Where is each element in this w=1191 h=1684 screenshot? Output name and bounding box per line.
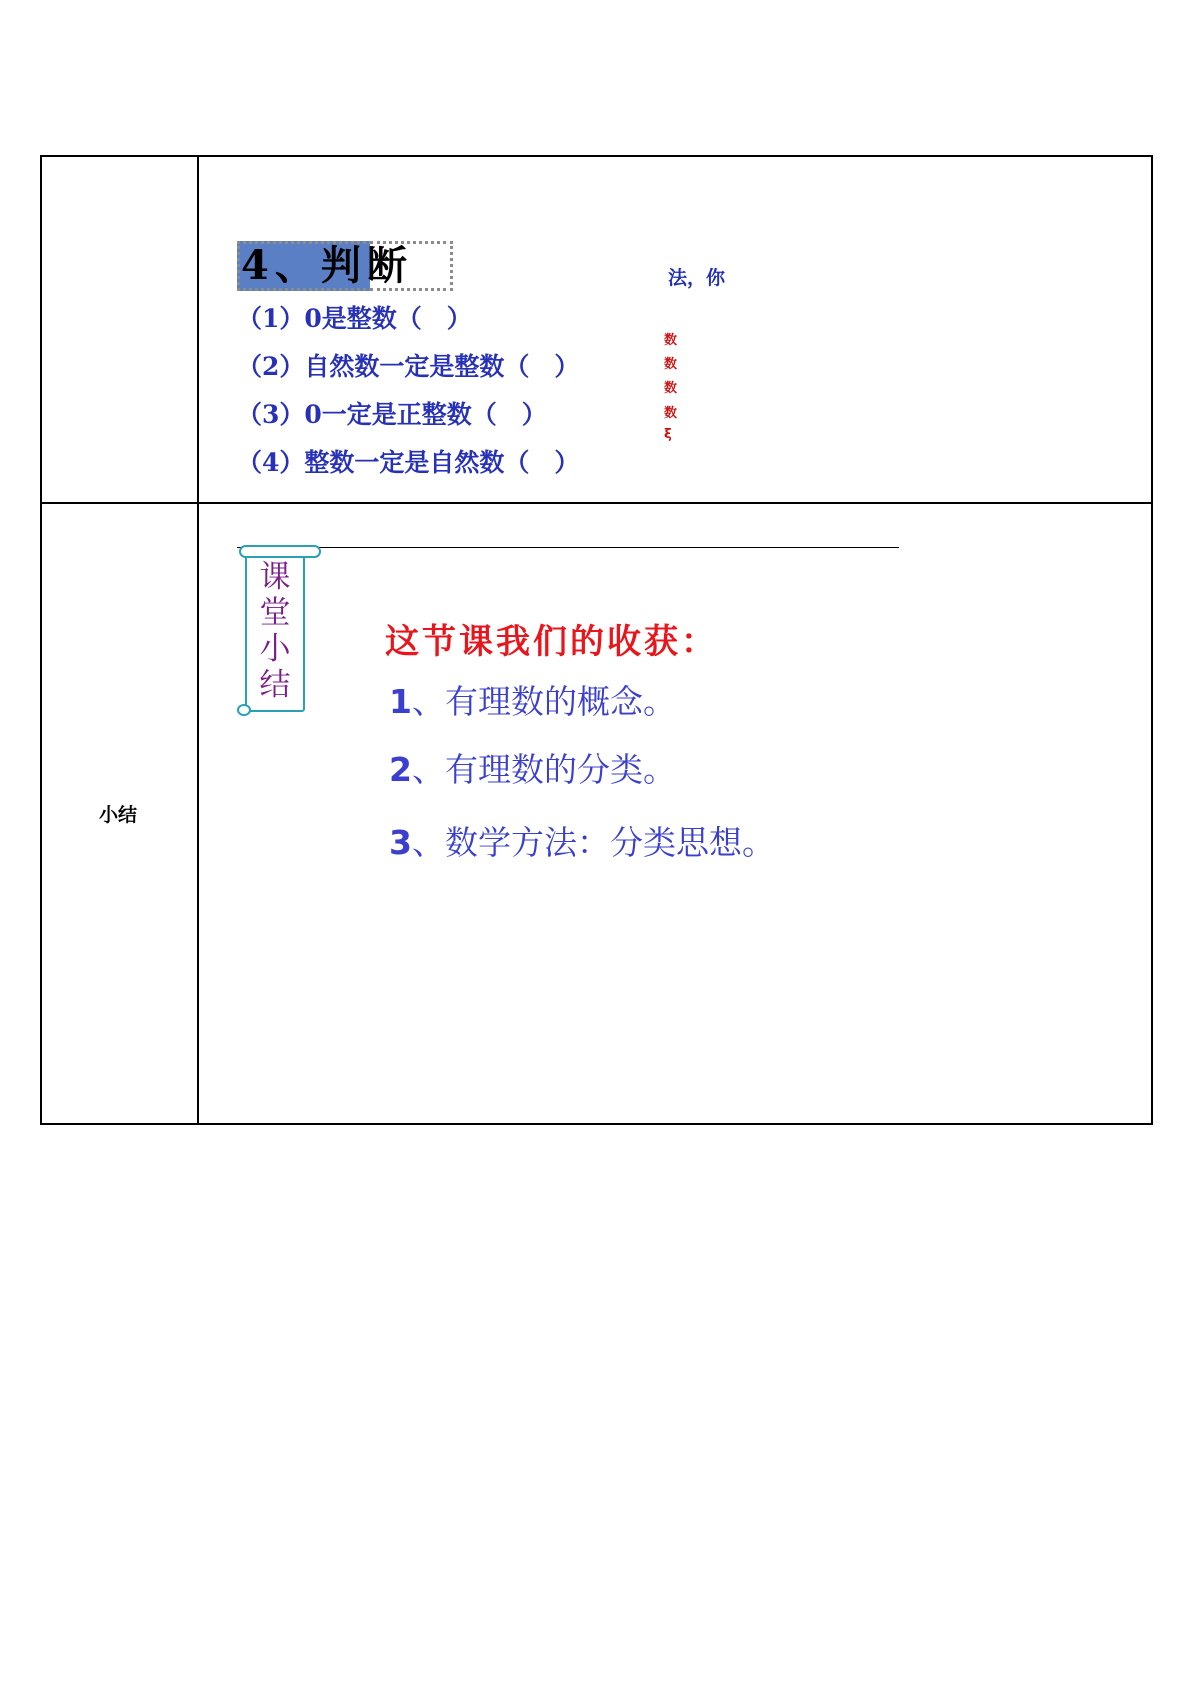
red-note-4: 数 — [664, 406, 678, 421]
red-note-2: 数 — [664, 357, 678, 372]
question-2: （2）自然数一定是整数（ ） — [237, 352, 580, 381]
scroll-top-curl — [239, 545, 321, 558]
summary-item-3 — [389, 817, 775, 864]
summary-item-number: 1 — [389, 682, 412, 721]
judge-title: 4、判断 — [241, 242, 413, 289]
column-divider — [197, 157, 199, 1123]
row-label-summary: 小结 — [99, 804, 138, 826]
scroll-text: 课堂小结 — [259, 559, 291, 703]
lesson-table — [40, 155, 1153, 1125]
judge-side-text: 法，你 — [668, 267, 726, 289]
row-divider — [42, 502, 1151, 504]
red-note-5: ξ — [664, 427, 672, 442]
summary-title: 这节课我们的收获： — [385, 622, 718, 662]
summary-item-text: 、数学方法：分类思想。 — [411, 823, 775, 862]
summary-item-text: 、有理数的分类。 — [411, 750, 676, 789]
summary-top-rule — [237, 547, 899, 548]
summary-item-1 — [389, 676, 676, 723]
summary-item-2 — [389, 744, 676, 791]
summary-item-number: 3 — [389, 823, 412, 862]
question-1: （1）0是整数（ ） — [237, 304, 472, 333]
summary-item-text: 、有理数的概念。 — [411, 682, 676, 721]
question-4: （4）整数一定是自然数（ ） — [237, 448, 580, 477]
summary-item-number: 2 — [389, 750, 412, 789]
question-3: （3）0一定是正整数（ ） — [237, 400, 547, 429]
red-note-3: 数 — [664, 381, 678, 396]
red-note-1: 数 — [664, 333, 678, 348]
scroll-bottom-curl — [237, 704, 251, 716]
